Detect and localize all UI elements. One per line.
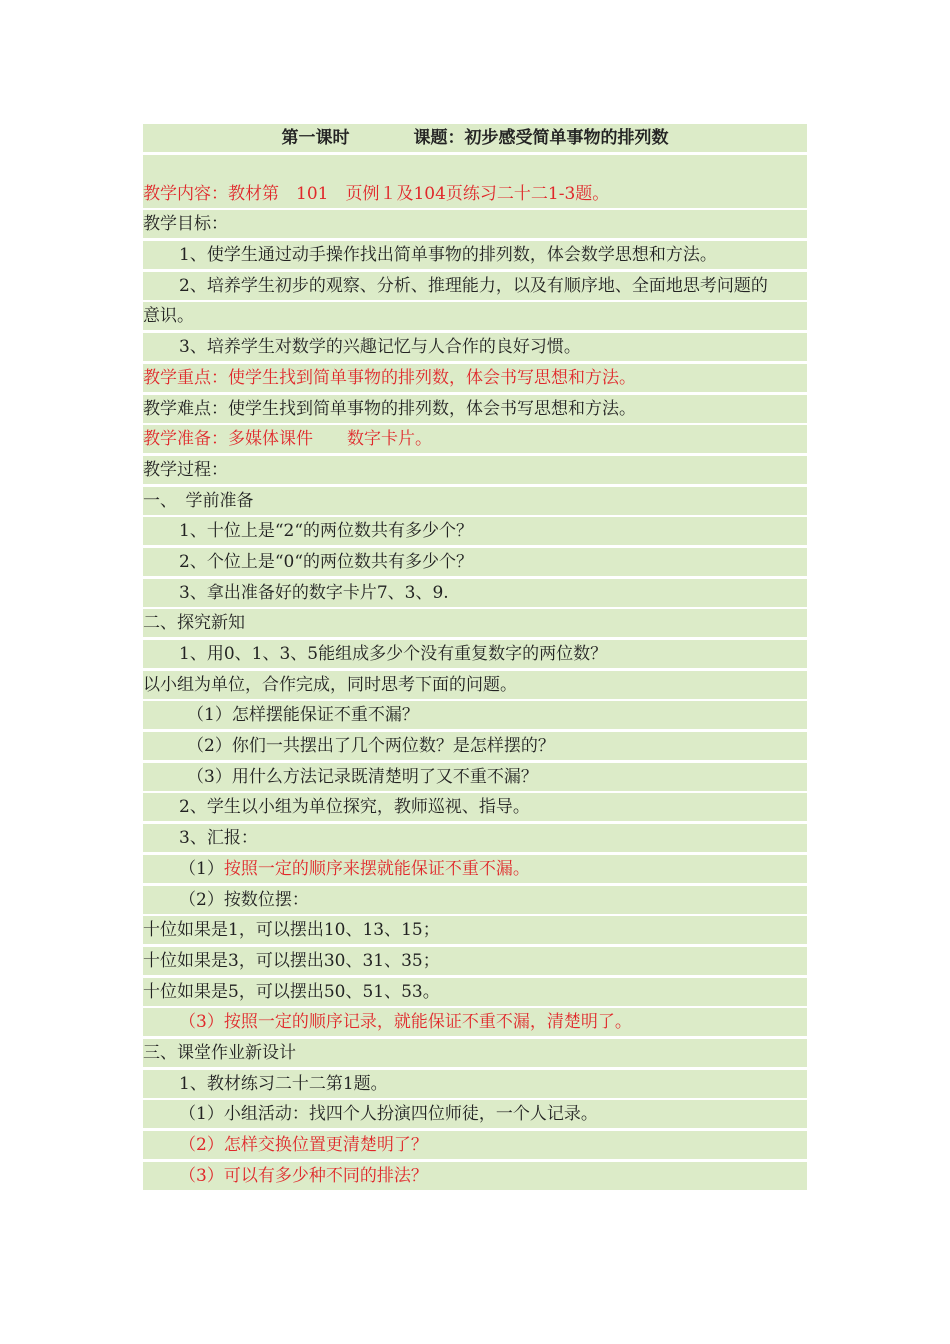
text-line: （2）按数位摆：	[143, 886, 807, 914]
text-line: 2、学生以小组为单位探究，教师巡视、指导。	[143, 793, 807, 821]
text-line: 3、拿出准备好的数字卡片7、3、9.	[143, 579, 807, 607]
lesson-number: 第一课时	[281, 128, 350, 148]
text-line: 3、培养学生对数学的兴趣记忆与人合作的良好习惯。	[143, 333, 807, 361]
text-line: 二、探究新知	[143, 609, 807, 637]
text-line: 教学内容：教材第 101 页例１及104页练习二十二1-3题。	[143, 180, 807, 208]
text-line: 十位如果是3，可以摆出30、31、35；	[143, 947, 807, 975]
text-line: （3）用什么方法记录既清楚明了又不重不漏？	[143, 763, 807, 791]
text-line: 教学目标：	[143, 210, 807, 238]
text-line: 1、教材练习二十二第1题。	[143, 1070, 807, 1098]
text-line: 教学难点：使学生找到简单事物的排列数，体会书写思想和方法。	[143, 395, 807, 423]
text-line: （3）可以有多少种不同的排法？	[143, 1162, 807, 1190]
text-line: 3、汇报：	[143, 824, 807, 852]
blank-line	[143, 155, 807, 180]
text-line: （2）你们一共摆出了几个两位数？是怎样摆的？	[143, 732, 807, 760]
text-line: （3）按照一定的顺序记录，就能保证不重不漏，清楚明了。	[143, 1008, 807, 1036]
text-line: 教学过程：	[143, 456, 807, 484]
text-line: （1）怎样摆能保证不重不漏？	[143, 701, 807, 729]
text-line: 2、个位上是“0“的两位数共有多少个？	[143, 548, 807, 576]
highlighted-text: 按照一定的顺序来摆就能保证不重不漏。	[223, 858, 530, 879]
lesson-topic: 课题：初步感受简单事物的排列数	[413, 128, 669, 148]
document-title	[143, 124, 807, 152]
text-line: 意识。	[143, 302, 807, 330]
text-line: （1）小组活动：找四个人扮演四位师徒，一个人记录。	[143, 1100, 807, 1128]
text-line: 教学重点：使学生找到简单事物的排列数，体会书写思想和方法。	[143, 364, 807, 392]
text-line	[143, 855, 807, 883]
text-line: 1、十位上是“2“的两位数共有多少个？	[143, 517, 807, 545]
text-line: 十位如果是1，可以摆出10、13、15；	[143, 916, 807, 944]
text-line: （2）怎样交换位置更清楚明了？	[143, 1131, 807, 1159]
text-line: 2、培养学生初步的观察、分析、推理能力，以及有顺序地、全面地思考问题的	[143, 272, 807, 300]
text-line: 教学准备：多媒体课件 数字卡片。	[143, 425, 807, 453]
document-body	[143, 180, 807, 1190]
lesson-plan-document	[143, 124, 807, 1192]
text-line: 1、用0、1、3、5能组成多少个没有重复数字的两位数？	[143, 640, 807, 668]
text-line: 1、使学生通过动手操作找出简单事物的排列数，体会数学思想和方法。	[143, 241, 807, 269]
line-prefix: （1）	[179, 858, 224, 879]
text-line: 以小组为单位，合作完成，同时思考下面的问题。	[143, 671, 807, 699]
text-line: 三、课堂作业新设计	[143, 1039, 807, 1067]
text-line: 十位如果是5，可以摆出50、51、53。	[143, 978, 807, 1006]
text-line: 一、 学前准备	[143, 487, 807, 515]
